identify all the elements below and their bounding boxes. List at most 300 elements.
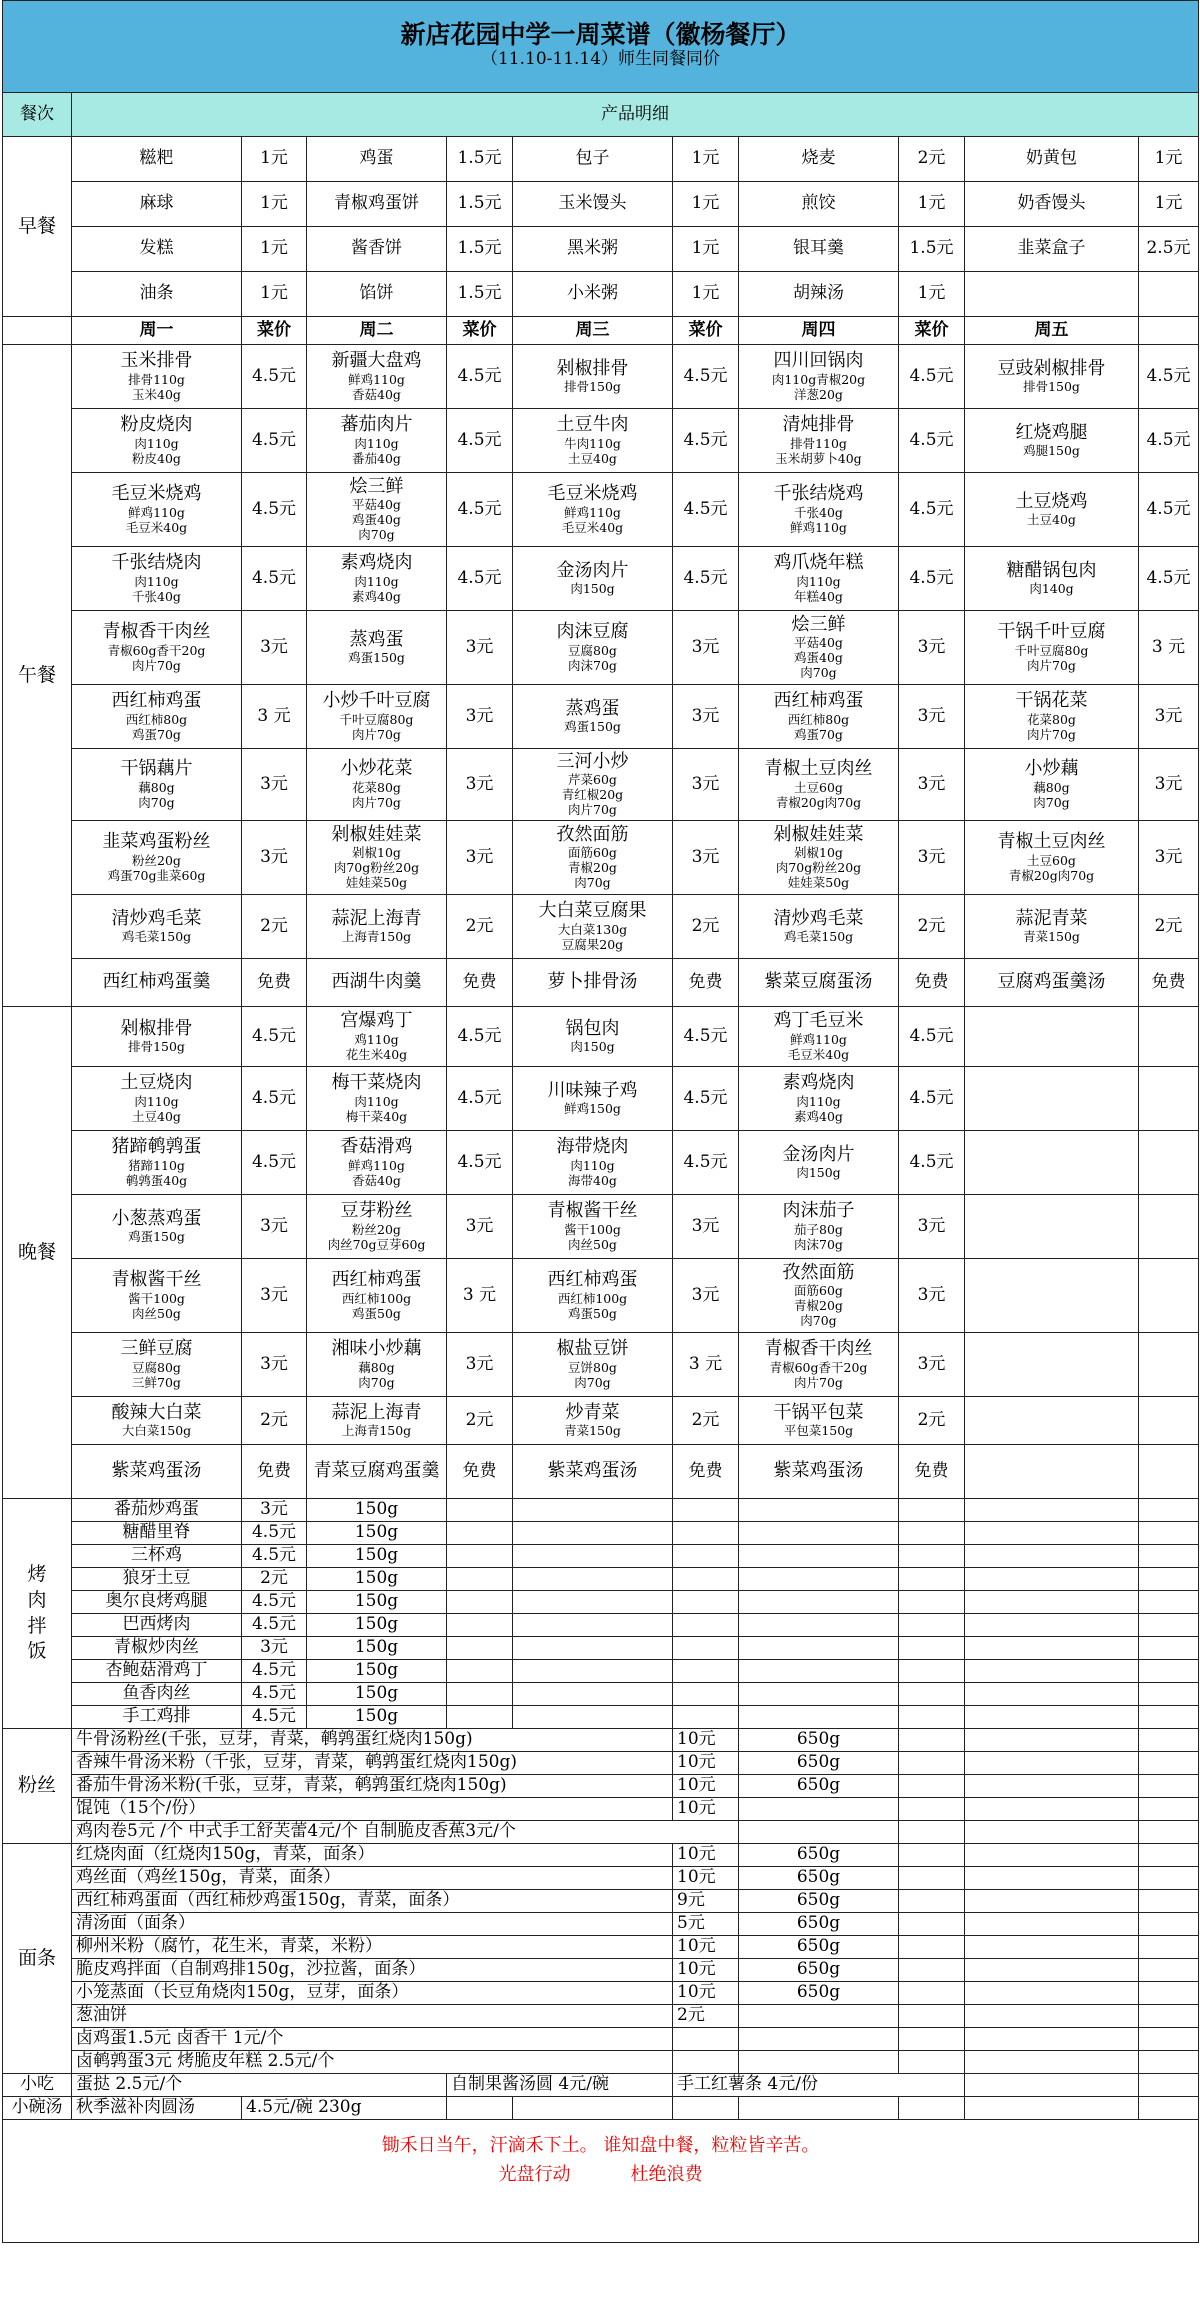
dish-price: 3元 [1139,685,1199,749]
dish-ingredient: 面筋60g [568,845,617,861]
table-row [3,473,1199,547]
dish-price: 3元 [1139,821,1199,895]
table-row [3,1775,1199,1798]
dish-price: 3 元 [242,685,307,749]
bbq-item: 狼牙土豆 [72,1568,242,1591]
dish-price: 免费 [242,1445,307,1499]
empty-cell [739,1660,899,1683]
dish-price: 4.5元 [673,1131,739,1195]
empty-cell [1139,1729,1199,1752]
empty-cell [965,1397,1139,1445]
empty-cell [739,2097,899,2120]
bbq-item: 杏鲍菇滑鸡丁 [72,1660,242,1683]
fensi-price: 10元 [673,1729,739,1752]
dish-name: 素鸡烧肉 [782,1072,855,1094]
dish-ingredient: 排骨150g [564,379,621,395]
dish-ingredient: 娃娃菜50g [345,875,408,891]
dish-cell [513,1259,673,1333]
dish-ingredient: 牛肉110g [564,435,621,451]
empty-cell [965,1131,1139,1195]
dish-ingredient: 青红椒20g [561,787,624,803]
empty-cell [739,1522,899,1545]
dish-price: 2元 [899,895,965,959]
dish-price: 4.5元 [242,345,307,409]
empty-cell [965,1614,1139,1637]
noodle-extra: 卤鸡蛋1.5元 卤香干 1元/个 [72,2028,673,2051]
soup-item: 秋季滋补肉圆汤 [72,2097,242,2120]
table-row [3,1397,1199,1445]
dish-price: 2元 [673,895,739,959]
dish-ingredient: 肉片70g [352,726,401,742]
breakfast-item: 鸡蛋 [307,137,447,182]
dish-price: 免费 [447,959,513,1007]
dish-cell [513,1195,673,1259]
dish-cell [513,611,673,685]
dish-name: 小炒花菜 [340,758,413,780]
dish-price: 4.5元 [447,473,513,547]
dish-cell [307,611,447,685]
dish-ingredient: 青椒20g肉70g [775,794,862,810]
dish-ingredient: 鸡毛菜150g [121,929,192,945]
dish-ingredient: 面筋60g [794,1283,843,1299]
empty-cell [513,1637,673,1660]
dish-name: 肉沫豆腐 [556,621,629,643]
empty-cell [1139,1637,1199,1660]
dish-price: 3元 [242,821,307,895]
dish-name: 韭菜鸡蛋粉丝 [102,831,211,853]
empty-cell [965,1683,1139,1706]
empty-cell [1139,2074,1199,2097]
table-row [3,1706,1199,1729]
empty-cell [513,1683,673,1706]
breakfast-item: 煎饺 [739,182,899,227]
empty-cell [739,1568,899,1591]
dish-ingredient: 酱干100g [564,1221,621,1237]
dish-name: 清炖排骨 [782,414,855,436]
dish-price: 4.5元 [242,473,307,547]
table-row [3,1660,1199,1683]
empty-cell [739,1683,899,1706]
dish-name: 宫爆鸡丁 [340,1010,413,1032]
dish-name: 千张结烧肉 [111,552,202,574]
dish-name: 干锅藕片 [120,758,193,780]
dish-ingredient: 肉140g [1029,581,1074,597]
noodle-weight: 650g [739,1913,899,1936]
dish-price: 4.5元 [1139,473,1199,547]
footer-slogan [3,2120,1199,2243]
dish-cell [513,1067,673,1131]
dish-cell [739,345,899,409]
dish-price: 4.5元 [242,409,307,473]
empty-cell [1139,1499,1199,1522]
noodle-price: 10元 [673,1867,739,1890]
day-header: 周一 [72,317,242,345]
table-row [3,1936,1199,1959]
slogan-line2 [3,2165,1198,2186]
dish-ingredient: 藕80g [358,1359,395,1375]
empty-cell [899,2051,965,2074]
empty-cell [899,1660,965,1683]
table-row [3,1,1199,93]
bbq-weight: 150g [307,1683,447,1706]
fensi-item: 香辣牛骨汤米粉（千张，豆芽，青菜，鹌鹑蛋红烧肉150g) [72,1752,673,1775]
table-row [3,1131,1199,1195]
dish-ingredient: 肉110g [570,1157,615,1173]
bbq-price: 4.5元 [242,1660,307,1683]
empty-cell [1139,1706,1199,1729]
slogan-poem: 锄禾日当午，汗滴禾下土。 谁知盘中餐，粒粒皆辛苦。 [381,2135,820,2156]
empty-cell [965,1844,1139,1867]
empty-cell [673,1706,739,1729]
dish-name: 剁椒排骨 [556,357,629,379]
dish-ingredient: 青椒60g香干20g [107,642,206,658]
empty-cell [673,1545,739,1568]
noodle-weight: 650g [739,1959,899,1982]
dish-name: 大白菜豆腐果 [538,900,647,922]
empty-cell [447,1545,513,1568]
breakfast-price: 1元 [673,272,739,317]
breakfast-item: 麻球 [72,182,242,227]
fensi-price: 10元 [673,1798,739,1821]
dish-ingredient: 鲜鸡110g [348,1157,405,1173]
empty-cell [1139,1333,1199,1397]
dish-name: 湘味小炒藕 [331,1338,422,1360]
empty-cell [739,1821,899,1844]
dish-ingredient: 青菜150g [564,1423,621,1439]
price-header: 菜价 [242,317,307,345]
breakfast-price [1139,272,1199,317]
dish-ingredient: 酱干100g [128,1290,185,1306]
breakfast-price: 1元 [242,182,307,227]
table-row [3,1798,1199,1821]
dish-ingredient: 鸡毛菜150g [783,929,854,945]
breakfast-item: 小米粥 [513,272,673,317]
noodle-item: 鸡丝面（鸡丝150g，青菜，面条） [72,1867,673,1890]
noodle-item: 清汤面（面条） [72,1913,673,1936]
dish-price: 免费 [899,1445,965,1499]
dish-name: 蒜泥上海青 [331,1401,422,1423]
dish-price: 2元 [242,895,307,959]
dish-price: 4.5元 [447,1131,513,1195]
dish-ingredient: 鹌鹑蛋40g [125,1172,188,1188]
empty-cell [739,2051,899,2074]
dish-price: 3元 [242,749,307,821]
table-row [3,547,1199,611]
breakfast-price: 1元 [899,182,965,227]
dish-name: 土豆牛肉 [556,414,629,436]
day-header: 周四 [739,317,899,345]
dish-name: 新疆大盘鸡 [331,350,422,372]
noodle-item: 小笼蒸面（长豆角烧肉150g，豆芽，面条） [72,1982,673,2005]
dish-ingredient: 肉110g [134,573,179,589]
empty-cell [673,1660,739,1683]
empty-cell [965,1913,1139,1936]
empty-cell [513,1591,673,1614]
dish-price: 4.5元 [447,1067,513,1131]
dish-cell [513,547,673,611]
day-header: 周三 [513,317,673,345]
empty-cell [513,1614,673,1637]
table-row [3,1683,1199,1706]
breakfast-item: 糍粑 [72,137,242,182]
dish-cell [513,749,673,821]
empty-cell [673,2028,739,2051]
dish-name: 毛豆米烧鸡 [547,483,638,505]
dish-name: 猪蹄鹌鹑蛋 [111,1136,202,1158]
dish-price: 4.5元 [673,1067,739,1131]
empty-cell [965,1982,1139,2005]
noodle-item: 红烧肉面（红烧肉150g，青菜，面条） [72,1844,673,1867]
dish-price: 3元 [447,749,513,821]
dish-price: 2元 [899,1397,965,1445]
breakfast-item: 银耳羹 [739,227,899,272]
bbq-price: 3元 [242,1637,307,1660]
noodle-item: 葱油饼 [72,2005,673,2028]
empty-cell [1139,1067,1199,1131]
dish-price: 3元 [899,749,965,821]
empty-cell [1139,1936,1199,1959]
dish-name: 青椒酱干丝 [547,1200,638,1222]
dish-price: 4.5元 [899,1007,965,1067]
dish-ingredient: 粉皮40g [132,450,181,466]
dish-cell [307,345,447,409]
dish-name: 紫菜豆腐蛋汤 [764,971,873,993]
dish-cell [72,1259,242,1333]
dish-cell [307,895,447,959]
noodle-price: 10元 [673,1844,739,1867]
empty-cell [899,2005,965,2028]
snack-item: 蛋挞 2.5元/个 [72,2074,447,2097]
dish-price: 3元 [899,1195,965,1259]
bbq-weight: 150g [307,1706,447,1729]
noodle-weight: 650g [739,1867,899,1890]
dish-ingredient: 鲜鸡110g [564,504,621,520]
dish-price: 4.5元 [447,345,513,409]
table-row [3,409,1199,473]
empty-cell [899,1936,965,1959]
dish-name: 蒜泥青菜 [1015,907,1088,929]
dish-cell [72,821,242,895]
dish-cell [965,749,1139,821]
breakfast-item: 胡辣汤 [739,272,899,317]
breakfast-price: 1元 [1139,182,1199,227]
dish-ingredient: 花菜80g [1027,711,1076,727]
empty-cell [965,1333,1139,1397]
bbq-item: 番茄炒鸡蛋 [72,1499,242,1522]
empty-cell [447,1614,513,1637]
breakfast-item: 包子 [513,137,673,182]
dish-ingredient: 肉110g青椒20g [771,371,866,387]
dish-ingredient: 鸡蛋50g [352,1305,401,1321]
breakfast-price: 2.5元 [1139,227,1199,272]
dish-ingredient: 肉70g粉丝20g [775,860,862,876]
dish-ingredient: 鲜鸡110g [790,519,847,535]
dish-cell [513,409,673,473]
dish-cell [307,1195,447,1259]
dish-cell [739,1397,899,1445]
table-row [3,1195,1199,1259]
empty-cell [899,2097,965,2120]
dish-ingredient: 肉70g [800,1313,837,1329]
bbq-weight: 150g [307,1637,447,1660]
dish-name: 剁椒娃娃菜 [773,823,864,845]
noodle-price: 9元 [673,1890,739,1913]
dish-ingredient: 素鸡40g [352,588,401,604]
dish-ingredient: 土豆40g [568,450,617,466]
empty-cell [739,1591,899,1614]
dish-cell [72,473,242,547]
dish-price: 3元 [447,1333,513,1397]
empty-cell [965,1259,1139,1333]
table-row [3,1067,1199,1131]
dish-ingredient: 肉110g [354,573,399,589]
dish-ingredient: 平菇40g [794,635,843,651]
weekly-menu-table [2,0,1199,2243]
dish-ingredient: 鸡蛋150g [348,650,405,666]
empty-cell [447,2097,513,2120]
empty-cell [1139,1798,1199,1821]
empty-cell [899,1729,965,1752]
empty-cell [899,1775,965,1798]
dish-ingredient: 毛豆米40g [787,1046,850,1062]
snack-item: 手工红薯条 4元/份 [673,2074,965,2097]
empty-cell [1139,1775,1199,1798]
dish-ingredient: 千叶豆腐80g [339,711,414,727]
dish-ingredient: 海带40g [568,1172,617,1188]
dish-ingredient: 玉米40g [132,386,181,402]
dish-ingredient: 鲜鸡150g [564,1101,621,1117]
empty-cell [739,1637,899,1660]
dish-price: 3元 [673,1259,739,1333]
noodle-item: 西红柿鸡蛋面（西红柿炒鸡蛋150g，青菜，面条） [72,1890,673,1913]
fensi-item: 馄饨（15个/份） [72,1798,673,1821]
dish-ingredient: 豆腐80g [132,1359,181,1375]
dish-price: 4.5元 [673,409,739,473]
breakfast-price: 1元 [242,272,307,317]
bbq-price: 4.5元 [242,1522,307,1545]
dish-cell [72,1195,242,1259]
table-row [3,959,1199,1007]
empty-cell [1139,2005,1199,2028]
empty-cell [965,2028,1139,2051]
dish-name: 锅包肉 [565,1017,620,1039]
bbq-weight: 150g [307,1545,447,1568]
dish-cell [513,1445,673,1499]
dish-name: 粉皮烧肉 [120,414,193,436]
dish-ingredient: 青椒60g香干20g [769,1359,868,1375]
dish-cell [965,345,1139,409]
dish-price: 4.5元 [673,473,739,547]
dish-price: 免费 [1139,959,1199,1007]
noodle-price: 5元 [673,1913,739,1936]
dish-cell [72,1397,242,1445]
empty-cell [899,1821,965,1844]
empty-cell [1139,1821,1199,1844]
breakfast-price: 1.5元 [447,272,513,317]
empty-cell [899,1798,965,1821]
meal-label-breakfast: 早餐 [3,137,72,317]
empty-cell [965,2005,1139,2028]
dish-price: 3元 [899,1333,965,1397]
dish-cell [965,821,1139,895]
empty-cell [899,1913,965,1936]
dish-ingredient: 土豆60g [1027,852,1076,868]
dish-cell [739,409,899,473]
fensi-price: 10元 [673,1775,739,1798]
bbq-item: 糖醋里脊 [72,1522,242,1545]
dish-cell [739,1007,899,1067]
dish-ingredient: 香菇40g [352,1172,401,1188]
dish-price: 免费 [447,1445,513,1499]
dish-name: 豆豉剁椒排骨 [997,357,1106,379]
empty-cell [965,1706,1139,1729]
table-row [3,1007,1199,1067]
dish-name: 青椒土豆肉丝 [764,758,873,780]
empty-cell [1139,2097,1199,2120]
dish-cell [965,959,1139,1007]
empty-cell [899,1982,965,2005]
dish-name: 紫菜鸡蛋汤 [773,1460,864,1482]
dish-cell [739,473,899,547]
dish-cell [72,895,242,959]
dish-ingredient: 鸡蛋70g [132,726,181,742]
dish-price: 3元 [447,611,513,685]
breakfast-item [965,272,1139,317]
empty-cell [1139,1397,1199,1445]
dish-price: 4.5元 [673,345,739,409]
table-row [3,2051,1199,2074]
dish-name: 清炒鸡毛菜 [773,907,864,929]
empty-cell [899,1959,965,1982]
table-row [3,1591,1199,1614]
dish-ingredient: 鸡蛋50g [568,1305,617,1321]
empty-cell [965,1007,1139,1067]
empty-cell [739,1614,899,1637]
bbq-item: 青椒炒肉丝 [72,1637,242,1660]
table-row [3,749,1199,821]
dish-ingredient: 肉沫70g [794,1236,843,1252]
empty-cell [673,2051,739,2074]
breakfast-price: 1.5元 [447,182,513,227]
empty-cell [1139,1660,1199,1683]
dish-name: 西红柿鸡蛋 [111,690,202,712]
empty-cell [673,1683,739,1706]
empty-cell [965,1568,1139,1591]
dish-name: 肉沫茄子 [782,1200,855,1222]
breakfast-item: 奶黄包 [965,137,1139,182]
dish-cell [307,959,447,1007]
dish-ingredient: 花菜80g [352,779,401,795]
dish-cell [739,749,899,821]
dish-name: 小炒藕 [1024,758,1079,780]
empty-cell [899,1683,965,1706]
dish-cell [739,895,899,959]
dish-name: 干锅平包菜 [773,1401,864,1423]
empty-cell [965,2051,1139,2074]
dish-ingredient: 青椒20g [568,860,617,876]
noodle-weight [739,2005,899,2028]
dish-price: 3元 [673,1195,739,1259]
dish-ingredient: 肉丝50g [568,1236,617,1252]
dish-name: 鸡爪烧年糕 [773,552,864,574]
dish-price: 3元 [899,611,965,685]
dish-ingredient: 肉70g粉丝20g [333,860,420,876]
empty-cell [739,1706,899,1729]
dish-cell [513,473,673,547]
fensi-weight: 650g [739,1752,899,1775]
empty-cell [1139,1007,1199,1067]
empty-cell [965,1798,1139,1821]
